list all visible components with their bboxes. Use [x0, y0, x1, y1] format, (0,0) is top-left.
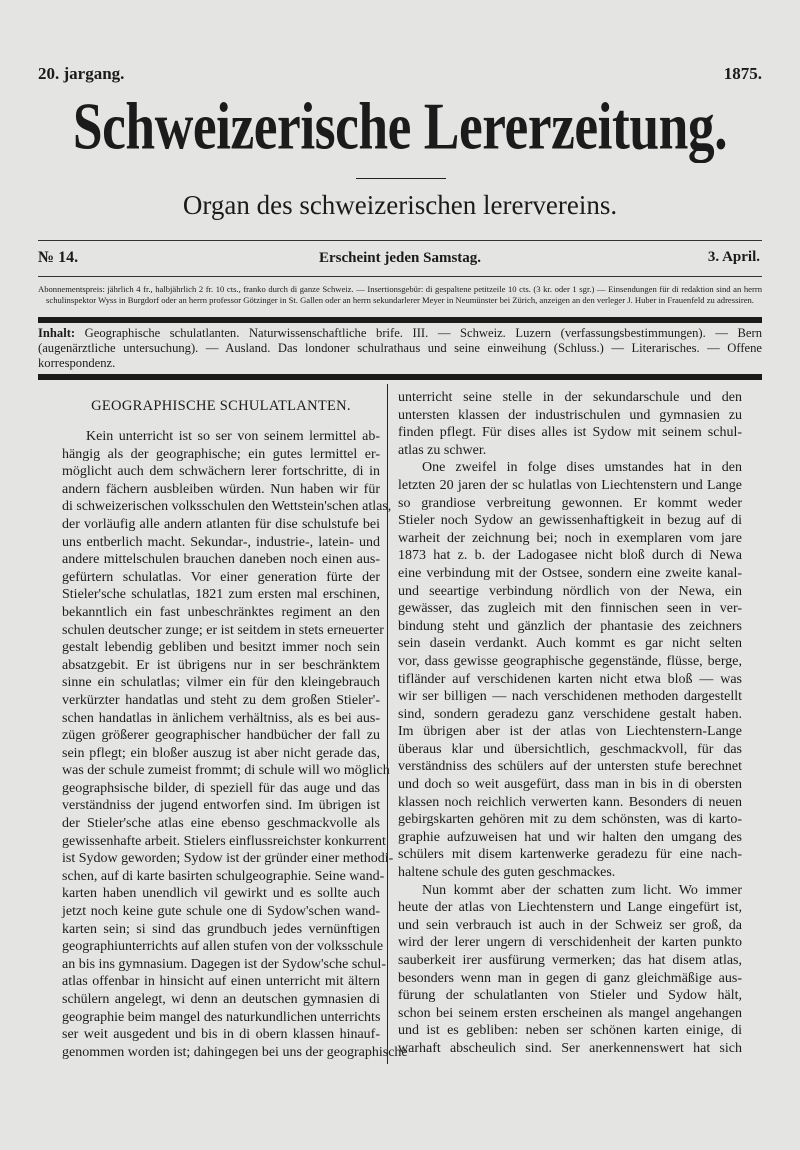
- text-line: heute der atlas von Liechtenstern und Lange eingefürt ist,: [398, 900, 742, 916]
- text-line: was der schule zumeist frommt; di schule will wo möglich: [62, 763, 390, 779]
- text-line: eine verbindung mit der Ostsee, sondern eine zweite kanal-: [398, 565, 742, 581]
- text-line: so grandiose verbreitung gewonnen. Er kommt weder: [398, 495, 742, 511]
- text-line: verständniss der jugend entworfen sind. Im übrigen ist: [62, 798, 380, 814]
- text-line: überaus klar und übersichtlich, geschmackvoll, für das: [398, 741, 742, 757]
- title-divider: [356, 178, 446, 179]
- text-line: sinne ein schulatlas; vilmer ein für den kleingebrauch: [62, 675, 380, 691]
- thick-divider: [38, 317, 762, 323]
- article-column-right: [398, 389, 742, 1058]
- text-line: geographsische bilder, di speziell für das auge und das: [62, 780, 380, 796]
- text-line: der vorläufig alle andern atlanten für dise schulstufe bei: [62, 516, 380, 532]
- article-title: GEOGRAPHISCHE SCHULATLANTEN.: [91, 398, 351, 414]
- column-divider: [387, 384, 388, 1064]
- text-line: besonders wenn man in gegen di ganz gleichmäßige aus-: [398, 970, 742, 986]
- text-line: bindung steht und gänzlich der phantasie des zeichners: [398, 618, 742, 634]
- text-line: atlas offenbar in hinsicht auf einen unterricht mit ältern: [62, 974, 380, 990]
- text-line: Stieler'sche schulatlas, 1821 zum ersten mal erschinen,: [62, 587, 380, 603]
- text-line: schon bei seinem ersten erscheinen als mangel angehangen: [398, 1005, 742, 1021]
- text-line: an bis ins gymnasium. Dagegen ist der Sydow'sche schul-: [62, 956, 387, 972]
- text-line: ser weit ausgedent und bis in di obern klassen hinauf-: [62, 1027, 380, 1043]
- text-line: absatzgebit. Er ist übrigens nur in ser beschränktem: [62, 657, 380, 673]
- text-line: schen handatlas in änlichem verhältniss, als es bei aus-: [62, 710, 380, 726]
- text-line: schulen deutscher zunge; er ist seitdem in stets erneuerter: [62, 622, 384, 638]
- newspaper-title: Schweizerische Lererzeitung.: [72, 88, 728, 163]
- text-line: karten haben unendlich vil gewirkt und es sollte auch: [62, 886, 380, 902]
- text-line: untersten klassen der industrischulen und gymnasien zu: [398, 407, 742, 423]
- article-column-left: [62, 428, 408, 1061]
- newspaper-subtitle: Organ des schweizerischen lerervereins.: [182, 190, 618, 220]
- text-line: andere mittelschulen brauchen daneben noch einen aus-: [62, 552, 380, 568]
- volume-number: 20. jargang.: [38, 64, 125, 83]
- text-line: 1873 hat z. b. der Ladogasee nicht bloß durch di Newa: [398, 548, 742, 564]
- text-line: verständniss des schülers auf der untersten stufe berechnet: [398, 759, 742, 775]
- text-line: möglicht auch dem schwächern lerer fortschritte, di in: [62, 464, 380, 480]
- text-line: und seeartige verbindung nördlich von der Newa, ein: [398, 583, 742, 599]
- text-line: jetzt noch keine gute schule one di Sydow'schen wand-: [62, 904, 380, 920]
- year: 1875.: [723, 64, 762, 83]
- text-line: wir ser billigen — nach verschidenen methoden dargestellt: [398, 689, 742, 705]
- text-line: atlas zu schwer.: [398, 442, 487, 458]
- contents-text: Geographische schulatlanten. Naturwissenschaftliche brife. III. — Schweiz. Luzern (verfassungsbestimmungen). — Bern (augenärztliche untersuchung). — Ausland. Das londoner schulrathaus und seine einweihung (Schluss.) — Literarisches. — Offene korrespondenz.: [38, 326, 762, 370]
- text-line: ist Sydow geworden; Sydow ist der gründer einer methodi-: [62, 851, 394, 867]
- text-line: Nun kommt aber der schatten zum licht. Wo immer: [422, 882, 742, 898]
- text-line: genommen worden ist; dahingegen bei uns der geographische: [62, 1044, 408, 1060]
- text-line: geographiunterrichts auf allen stufen von der volksschule: [62, 939, 384, 955]
- text-line: sein pflegt; ein bloßer auszug ist aber nicht gerade das,: [62, 745, 380, 761]
- contents-label: Inhalt:: [38, 326, 76, 340]
- issue-number: № 14.: [38, 249, 79, 266]
- divider: [38, 276, 762, 277]
- text-line: bekanntlich ein fast unbeschränktes regiment an den: [62, 604, 380, 620]
- text-line: schülern angelegt, wi denn an deutschen gymnasien di: [62, 992, 380, 1007]
- thick-divider: [38, 374, 762, 380]
- text-line: One zweifel in folge dises umstandes hat in den: [422, 460, 742, 476]
- text-line: gestalt lebendig gebliben und besitzt immer noch sein: [62, 640, 380, 656]
- text-line: und sein verbrauch ist auch in der Schweiz ser groß, da: [398, 917, 742, 933]
- text-line: vor, dass gewisse geographische gegenstände, flüsse, berge,: [398, 653, 742, 669]
- text-line: haltene schule des guten geschmackes.: [398, 865, 616, 881]
- text-line: verkürzter handatlas und steht zu dem großen Stieler'-: [62, 692, 380, 708]
- text-line: warheit der zeichnung bei; noch in exemplaren vom jare: [398, 530, 742, 546]
- text-line: Im übrigen aber ist der atlas von Liechtenstern-Lange: [398, 724, 742, 740]
- text-line: schülers mit disem kartenwerke geradezu für eine nach-: [398, 847, 742, 863]
- text-line: warhaft abscheulich sind. Ser anerkennenswert hat sich: [398, 1040, 742, 1056]
- text-line: hängig als der geographische; ein gutes lermittel er-: [62, 446, 380, 462]
- text-line: zügen größerer geographischer handbücher der fall zu: [62, 728, 380, 744]
- text-line: der Stieler'sche atlas eine ebenso geschmackvolle als: [62, 816, 380, 832]
- text-line: graphie aufzuweisen hat und wir halten den umgang des: [398, 829, 742, 845]
- text-line: gewässer, das zugleich mit den finnischen seen in ver-: [398, 601, 742, 617]
- text-line: schen, auf di karte basirten schulgeographie. Seine wand-: [62, 868, 385, 884]
- text-line: finden pflegt. Für dises alles ist Sydow mit seinem schul-: [398, 425, 742, 441]
- text-line: sauberkeit irer ausfürung vermerken; das hat disem atlas,: [398, 953, 742, 968]
- text-line: uns entberlich macht. Sekundar-, industrie-, latein- und: [62, 534, 380, 550]
- text-line: sein dasein verdankt. Auch kommt es gar nicht selten: [398, 636, 742, 652]
- text-line: unterricht seine stelle in der sekundarschule und den: [398, 390, 742, 405]
- text-line: gewissenhafte arbeit. Stielers einflussreichster konkurrent: [62, 833, 386, 849]
- subscription-info: Abonnementspreis: jährlich 4 fr., halbjährlich 2 fr. 10 cts., franko durch di ganze Schweiz. — Insertionsgebür: di gespaltene petitzeile 10 cts. (3 kr. oder 1 sgr.) — Einsendungen für di redaktion sind an herrn schulinspektor Wyss in Burgdorf oder an herrn professor Götzinger in St. Gallen oder an herrn sekundarlerer Meyer in Neumünster bei Zürich, anzeigen an den verleger J. Huber in Frauenfeld zu adressiren.: [38, 284, 762, 305]
- issue-date: 3. April.: [707, 249, 760, 265]
- text-line: gefürtern schulatlas. Vor einer generation fürte der: [62, 569, 380, 585]
- text-line: klassen noch reichlich verwerten kann. Besonders di neuen: [398, 794, 742, 810]
- text-line: und ist es gebliben: neben ser schönen karten einige, di: [398, 1023, 742, 1039]
- text-line: tifländer auf verschidenen karten nicht etwa bloß — was: [398, 671, 742, 687]
- text-line: andern fächern ausbleiben würden. Nun haben wir für: [62, 481, 380, 497]
- text-line: Kein unterricht ist so ser von seinem lermittel ab-: [86, 429, 380, 444]
- divider: [38, 240, 762, 241]
- table-of-contents: [38, 326, 762, 371]
- text-line: wird der lerer ungern di verschidenheit der karten punkto: [398, 935, 742, 951]
- publication-schedule: Erscheint jeden Samstag.: [318, 250, 482, 266]
- text-line: karten sein; si sind das grundbuch jedes vernünftigen: [62, 921, 380, 937]
- text-line: Stieler noch Sydow an gewissenhaftigkeit in bezug auf di: [398, 513, 742, 529]
- text-line: geographie beim mangel des naturkundlichen unterrichts: [62, 1009, 381, 1025]
- text-line: di schweizerischen volksschulen den Wettstein'schen atlas,: [62, 499, 392, 515]
- text-line: gebirgskarten gehören mit zu dem schönsten, was di karto-: [398, 812, 742, 828]
- text-line: sind, sondern geradezu ganz verschidene gestalt haben.: [398, 706, 742, 722]
- text-line: fürung der schulatlanten von Stieler und Sydow hält,: [398, 988, 742, 1004]
- text-line: letzten 20 jaren der sc hulatlas von Liechtenstern und Lange: [398, 477, 742, 493]
- text-line: und doch so weit ausgefürt, dass man in bis in di obersten: [398, 777, 742, 793]
